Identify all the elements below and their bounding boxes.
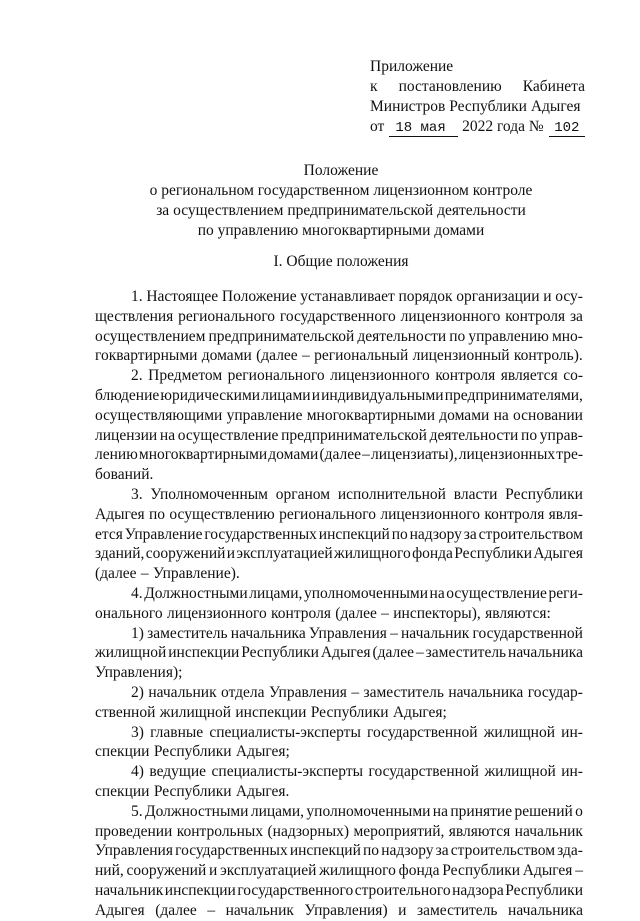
body-text-line: ственной жилищной инспекции Республики Адыгея; (95, 703, 447, 721)
body-text-line: осуществлением предпринимательской деятельности по управлению мно- (95, 327, 583, 345)
body-text-line: 3. Уполномоченным органом исполнительной власти Республики (131, 485, 583, 503)
title-line: Положение (303, 162, 379, 179)
body-text-line: проведении контрольных (надзорных) мероприятий, являются начальник (95, 822, 583, 840)
title-line: о региональном государственном лицензионном контроле (149, 182, 533, 199)
title-line: по управлению многоквартирными домами (197, 222, 485, 239)
body-text-line: ществления регионального государственного лицензионного контроля за (95, 307, 583, 325)
body-text-line: ний, сооружений и эксплуатацией жилищного фонда Республики Адыгея – (95, 862, 583, 880)
body-text-line: гоквартирными домами (далее – региональный лицензионный контроль). (95, 347, 583, 365)
body-text-line: осуществляющими управление многоквартирными домами на основании (95, 406, 583, 424)
section-heading: I. Общие положения (273, 253, 409, 270)
body-text-line: Управления); (95, 664, 183, 682)
body-text-line: 2. Предметом регионального лицензионного контроля является со- (131, 367, 583, 385)
body-text-line: 4) ведущие специалисты-эксперты государственной жилищной ин- (131, 763, 583, 781)
body-text-line: 4. Должностными лицами, уполномоченными на осуществление реги- (131, 584, 583, 602)
body-text-line: зданий, сооружений и эксплуатацией жилищного фонда Республики Адыгея (95, 545, 583, 563)
appendix-resolution-line: к постановлению Кабинета (370, 78, 585, 95)
appendix-cabinet-line: Министров Республики Адыгея (370, 98, 581, 115)
body-text-line: лению многоквартирными домами (далее – лицензиаты), лицензионных тре- (95, 446, 583, 464)
body-text-line: 1) заместитель начальника Управления – начальник государственной (131, 624, 583, 642)
body-text-line: ется Управление государственных инспекций по надзору за строительством (95, 525, 583, 543)
body-text-line: 3) главные специалисты-эксперты государственной жилищной ин- (131, 723, 583, 741)
body-text-line: онального лицензионного контроля (далее – инспекторы), являются: (95, 604, 551, 622)
body-text-line: начальник инспекции государственного строительного надзора Республики (95, 881, 583, 899)
body-text-line: жилищной инспекции Республики Адыгея (далее – заместитель начальника (95, 644, 583, 662)
document-body (95, 287, 583, 921)
body-text-line: 2) начальник отдела Управления – заместитель начальника государ- (131, 683, 583, 701)
body-text-line: Адыгея по осуществлению регионального лицензионного контроля явля- (95, 505, 583, 523)
date-field: 18 мая (389, 121, 458, 137)
body-text-line: 1. Настоящее Положение устанавливает порядок организации и осу- (131, 288, 583, 305)
appendix-block (370, 57, 585, 137)
body-text-line: 5. Должностными лицами, уполномоченными на принятие решений о (131, 802, 583, 820)
body-text-line: (далее – Управление). (95, 565, 240, 583)
appendix-label: Приложение (370, 58, 454, 75)
number-field: 102 (549, 121, 585, 137)
body-text-line: Адыгея (далее – начальник Управления) и заместитель начальника (95, 901, 583, 919)
body-text-line: Управления государственных инспекций по надзору за строительством зда- (95, 842, 583, 860)
body-text-line: спекции Республики Адыгея; (95, 743, 290, 761)
document-title (100, 161, 582, 241)
body-text-line: лицензии на осуществление предпринимательской деятельности по управ- (95, 426, 583, 444)
appendix-date-line: от 18 мая 2022 года № 102 (370, 117, 585, 137)
body-text-line: бований. (95, 466, 154, 484)
body-text-line: блюдение юридическими лицами и индивидуальными предпринимателями, (95, 386, 583, 404)
title-line: за осуществлением предпринимательской деятельности (156, 202, 526, 219)
body-text-line: спекции Республики Адыгея. (95, 782, 290, 800)
